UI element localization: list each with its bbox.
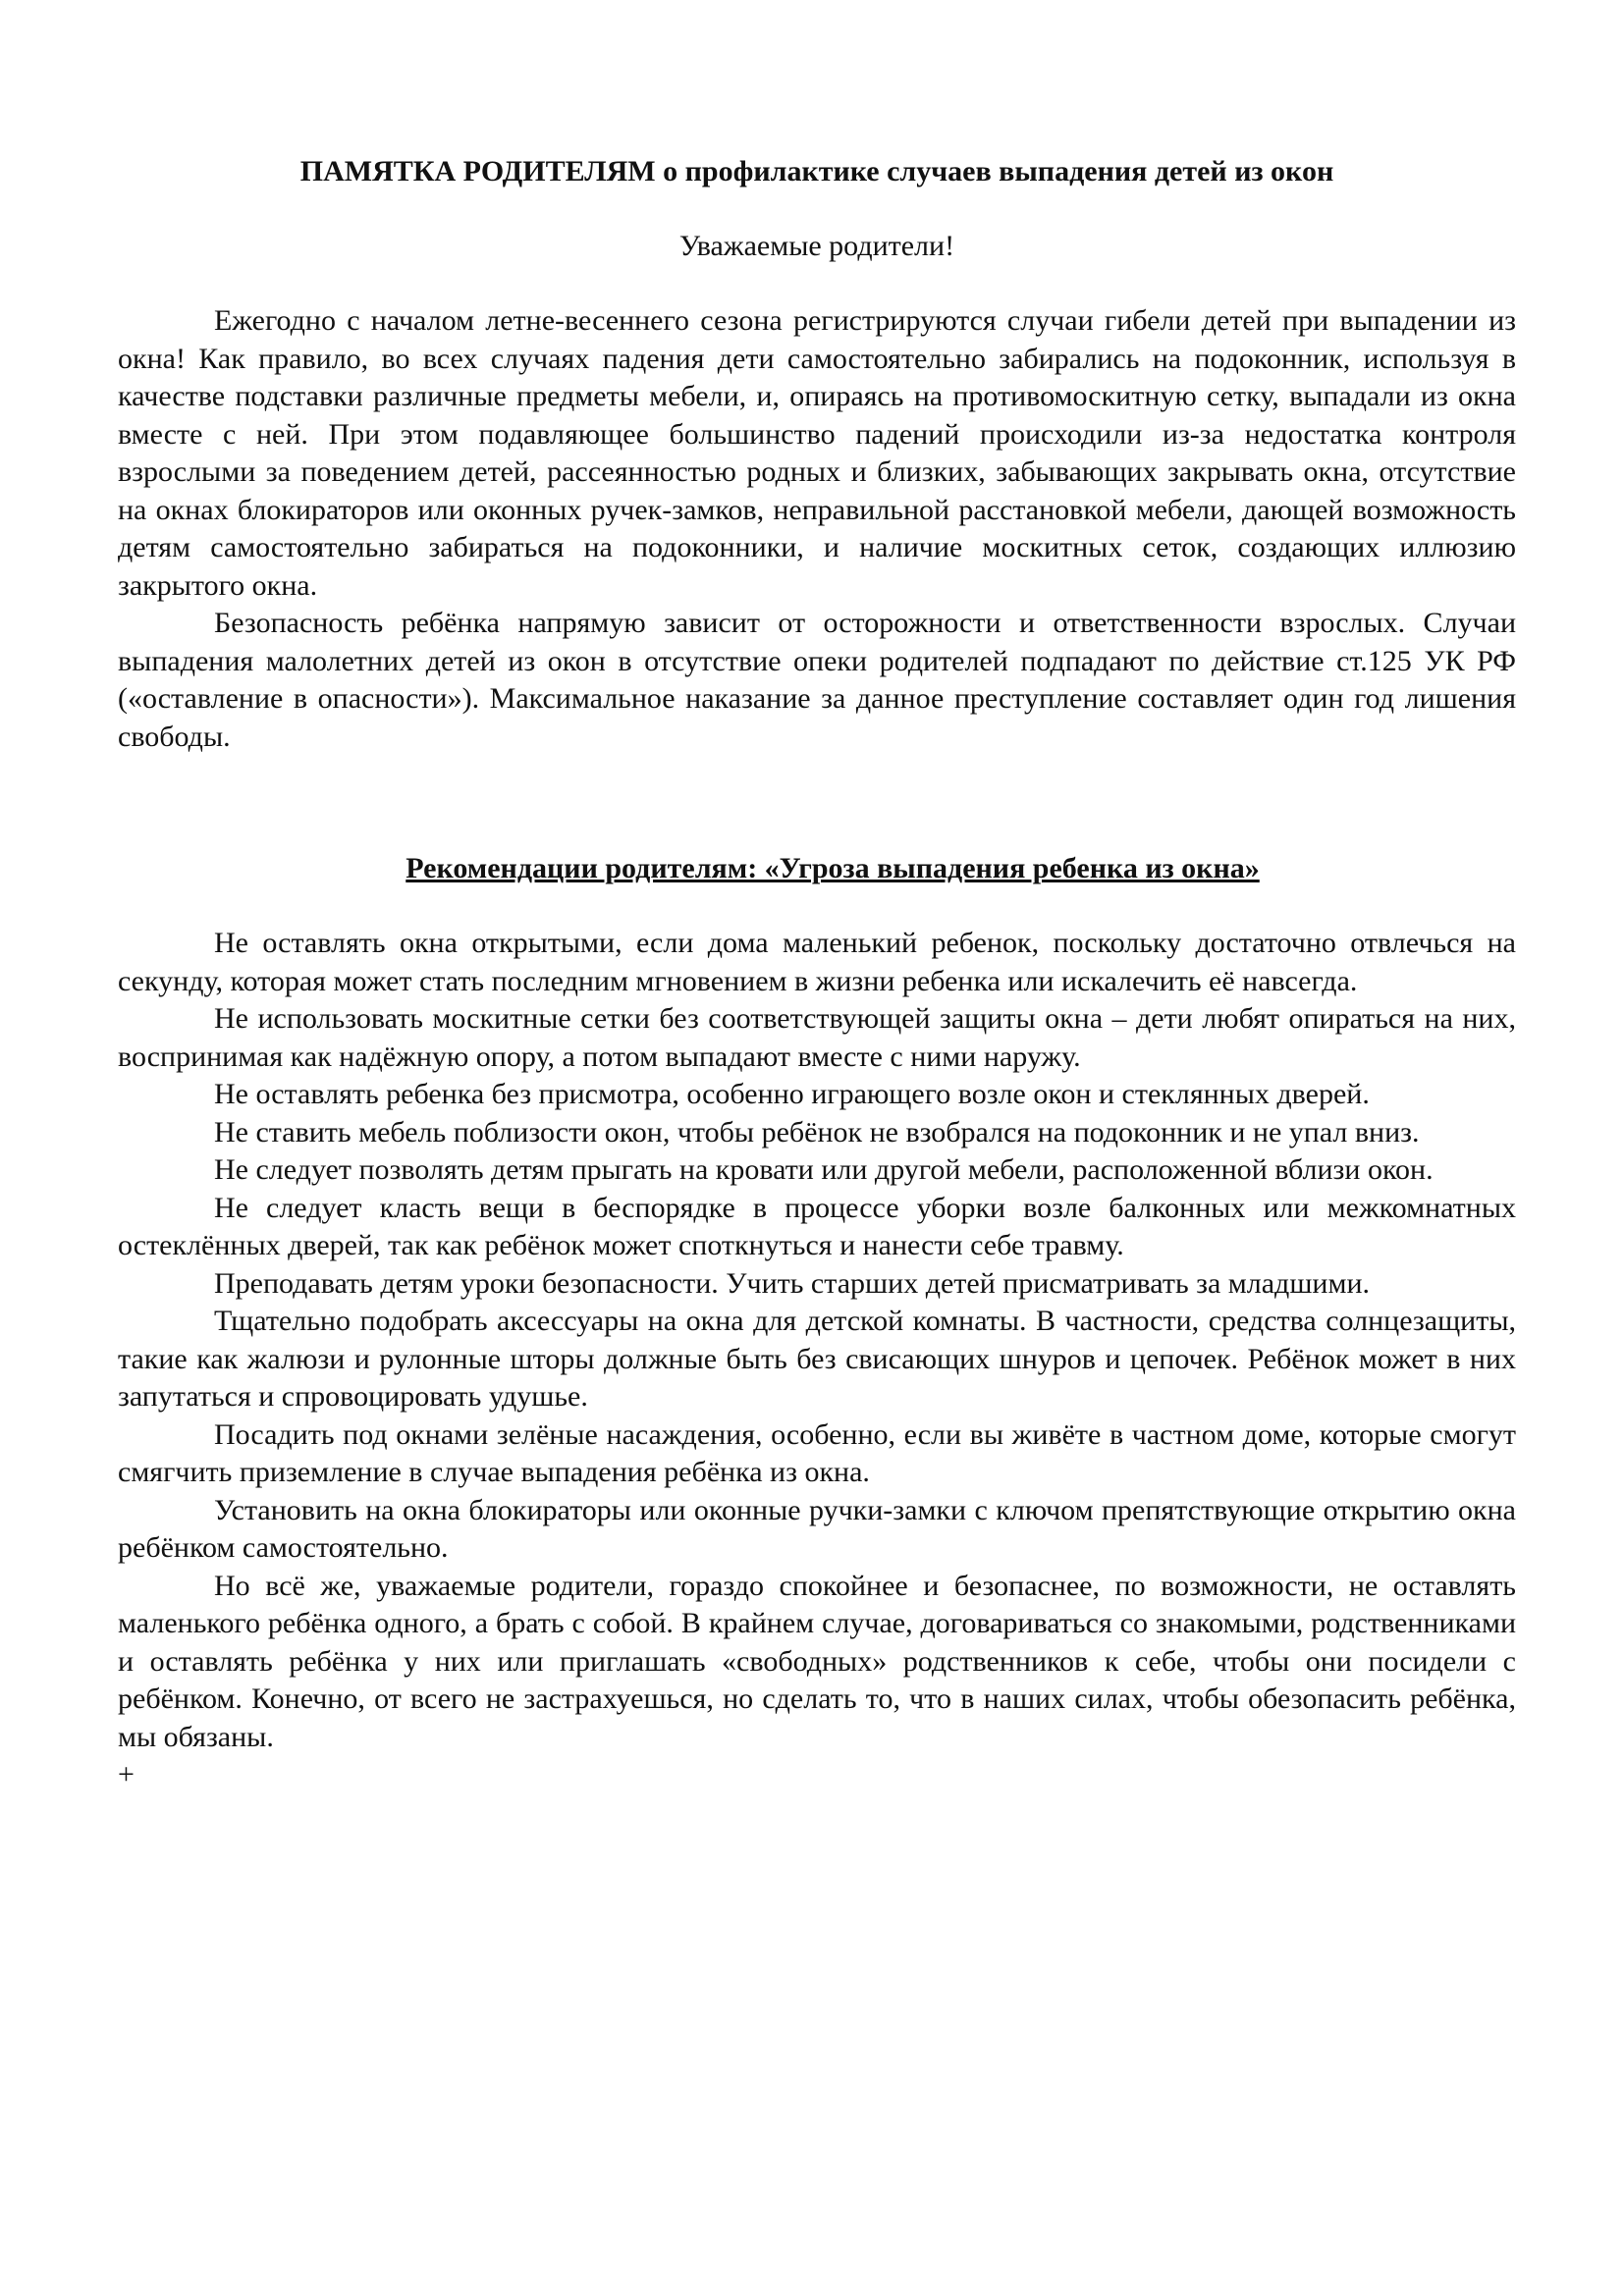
greeting: Уважаемые родители! — [678, 230, 955, 262]
recommendation-item: Но всё же, уважаемые родители, гораздо спокойнее и безопаснее, по возможности, не оставлять маленького ребёнка одного, а брать с собой. В крайнем случае, договариваться со знакомыми, родственниками и оставлять ребёнка у них или приглашать «свободных» родственников к себе, чтобы они посидели с ребёнком. Конечно, от всего не застрахуешься, но сделать то, что в наших силах, чтобы обезопасить ребёнка, мы обязаны. — [118, 1569, 1516, 1753]
recommendation-item: Не ставить мебель поблизости окон, чтобы ребёнок не взобрался на подоконник и не упал вниз. — [214, 1115, 1420, 1148]
recommendation-item: Не следует класть вещи в беспорядке в процессе уборки возле балконных или межкомнатных остеклённых дверей, так как ребёнок может споткнуться и нанести себе травму. — [118, 1191, 1516, 1261]
trailing-plus-mark: + — [118, 1758, 135, 1790]
recommendation-item: Преподавать детям уроки безопасности. Учить старших детей присматривать за младшими. — [214, 1266, 1371, 1300]
recommendation-item: Не использовать москитные сетки без соответствующей защиты окна – дети любят опираться на них, воспринимая как надёжную опору, а потом выпадают вместе с ними наружу. — [118, 1002, 1516, 1073]
document-body — [118, 147, 1516, 1793]
recommendation-item: Посадить под окнами зелёные насаждения, особенно, если вы живёте в частном доме, которые смогут смягчить приземление в случае выпадения ребёнка из окна. — [118, 1417, 1516, 1488]
intro-section — [118, 302, 1516, 756]
recommendation-item: Не оставлять ребенка без присмотра, особенно играющего возле окон и стеклянных дверей. — [214, 1078, 1370, 1110]
recommendation-item: Установить на окна блокираторы или оконные ручки-замки с ключом препятствующие открытию окна ребёнком самостоятельно. — [118, 1493, 1516, 1564]
document-title: ПАМЯТКА РОДИТЕЛЯМ о профилактике случаев выпадения детей из окон — [299, 155, 1334, 187]
section-heading: Рекомендации родителям: «Угроза выпадения ребенка из окна» — [406, 852, 1260, 884]
intro-paragraph: Ежегодно с началом летне-весеннего сезона регистрируются случаи гибели детей при выпадении из окна! Как правило, во всех случаях падения дети самостоятельно забирались на подоконник, используя в качестве подставки различные предметы мебели, и, опираясь на противомоскитную сетку, выпадали из окна вместе с ней. При этом подавляющее большинство падений происходили из-за недостатка контроля взрослыми за поведением детей, рассеянностью родных и близких, забывающих закрывать окна, отсутствие на окнах блокираторов или оконных ручек-замков, неправильной расстановкой мебели, дающей возможность детям самостоятельно забираться на подоконники, и наличие москитных сеток, создающих иллюзию закрытого окна. — [118, 304, 1516, 602]
intro-paragraph: Безопасность ребёнка напрямую зависит от осторожности и ответственности взрослых. Случаи выпадения малолетних детей из окон в отсутствие опеки родителей подпадают по действие ст.125 УК РФ («оставление в опасности»). Максимальное наказание за данное преступление составляет один год лишения свободы. — [118, 607, 1516, 753]
recommendation-item: Не оставлять окна открытыми, если дома маленький ребенок, поскольку достаточно отвлечься на секунду, которая может стать последним мгновением в жизни ребенка или искалечить её навсегда. — [118, 927, 1516, 997]
recommendation-item: Не следует позволять детям прыгать на кровати или другой мебели, расположенной вблизи окон. — [214, 1153, 1434, 1186]
recommendations-list — [118, 925, 1516, 1756]
recommendation-item: Тщательно подобрать аксессуары на окна для детской комнаты. В частности, средства солнцезащиты, такие как жалюзи и рулонные шторы должные быть без свисающих шнуров и цепочек. Ребёнок может в них запутаться и спровоцировать удушье. — [118, 1305, 1516, 1413]
